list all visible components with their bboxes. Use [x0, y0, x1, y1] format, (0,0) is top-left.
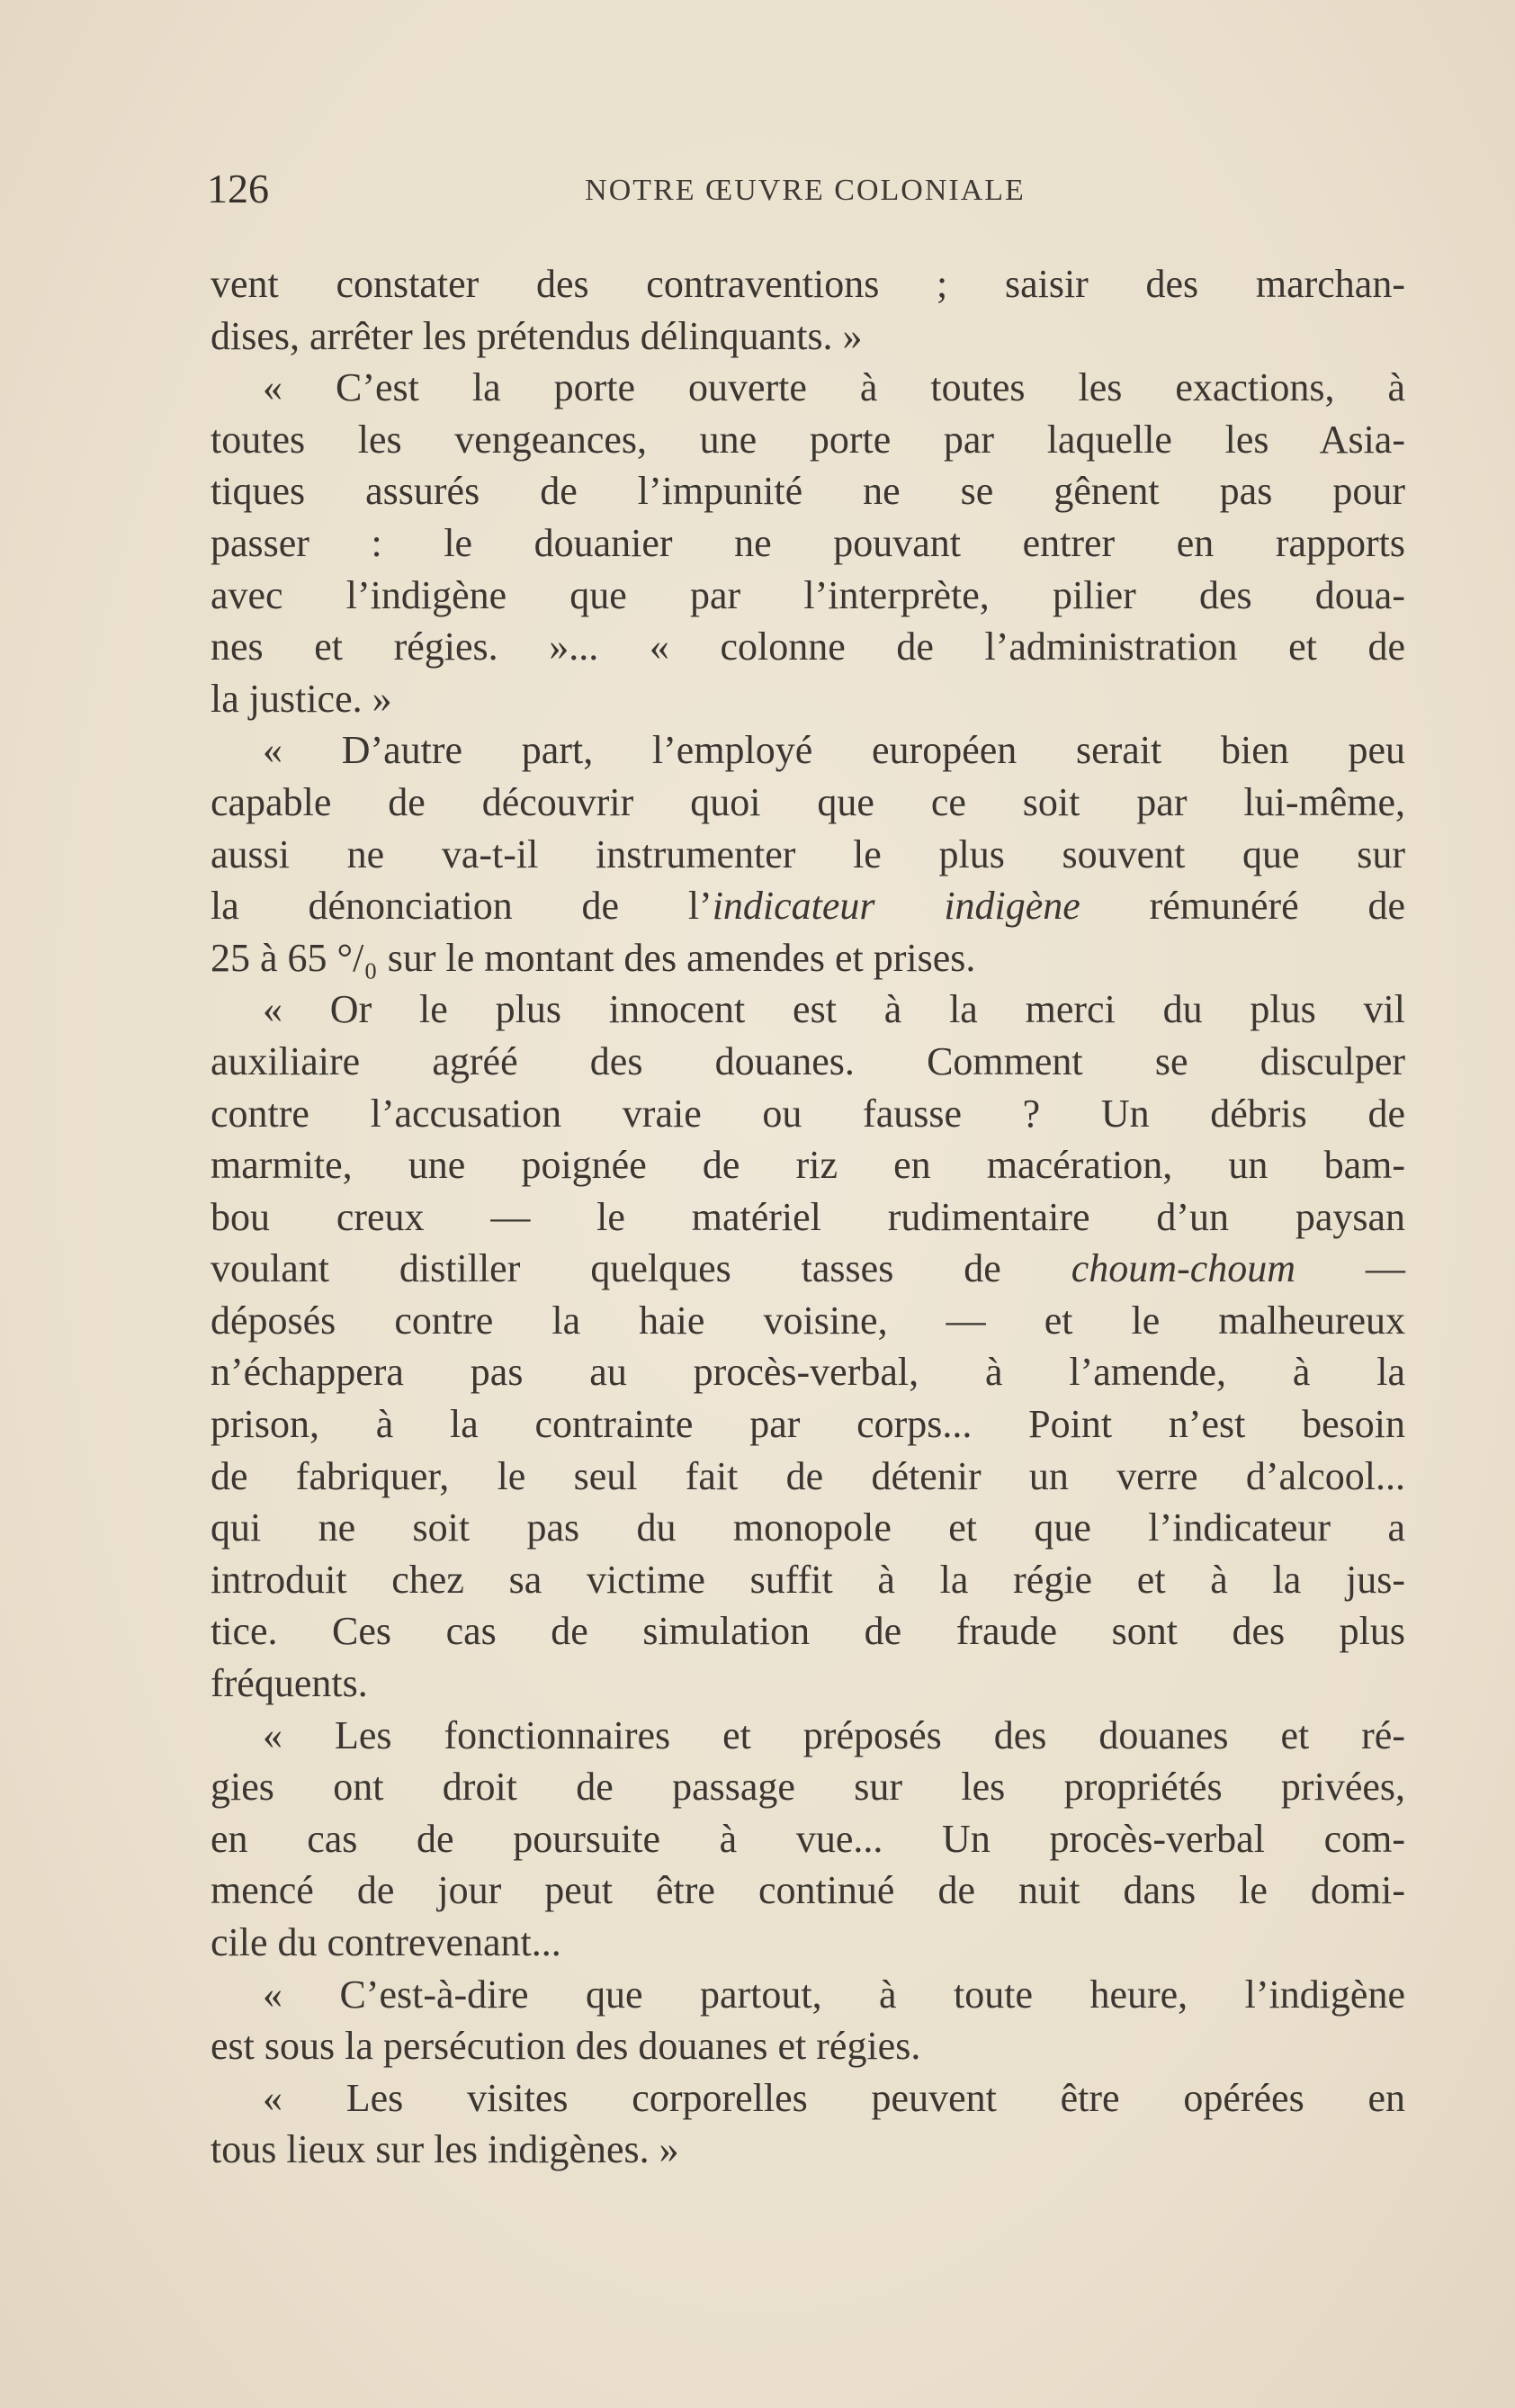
text-line-content — [211, 517, 1405, 570]
text-line — [211, 1139, 1405, 1191]
text-line-content — [211, 1554, 1405, 1606]
text-line — [211, 362, 1405, 414]
text-line — [211, 1605, 1405, 1658]
text-segment: n’échappera pas au procès-verbal, à l’amende, à la — [211, 1350, 1405, 1395]
text-line — [211, 829, 1405, 881]
text-line-content — [211, 1658, 1405, 1710]
text-line — [211, 1295, 1405, 1347]
text-line-content — [211, 621, 1405, 673]
text-line — [211, 1864, 1405, 1917]
text-line-content — [211, 673, 1405, 725]
text-line — [211, 2124, 1405, 2176]
text-line — [211, 984, 1405, 1036]
text-line-content — [211, 880, 1405, 932]
text-segment: introduit chez sa victime suffit à la régie et à la jus- — [211, 1557, 1405, 1602]
running-title: NOTRE ŒUVRE COLONIALE — [585, 174, 1026, 207]
text-line — [211, 1917, 1405, 1969]
text-segment: auxiliaire agréé des douanes. Comment se disculper — [211, 1038, 1405, 1083]
text-line — [211, 621, 1405, 673]
text-segment: cile du contrevenant... — [211, 1920, 561, 1964]
text-line — [211, 1658, 1405, 1710]
text-line — [211, 932, 1405, 984]
text-line — [211, 777, 1405, 829]
text-line-content — [211, 932, 1405, 984]
text-line-content — [211, 570, 1405, 622]
text-line — [211, 310, 1405, 363]
text-line-content — [211, 1451, 1405, 1503]
text-segment: capable de découvrir quoi que ce soit par lui-même, — [211, 779, 1405, 824]
text-segment: bou creux — le matériel rudimentaire d’un paysan — [211, 1194, 1405, 1239]
text-line — [211, 1398, 1405, 1451]
text-segment: tiques assurés de l’impunité ne se gênent pas pour — [211, 469, 1405, 514]
text-segment: « Les visites corporelles peuvent être opérées en — [263, 2075, 1405, 2120]
text-segment: est sous la persécution des douanes et régies. — [211, 2024, 921, 2069]
text-line-content — [211, 414, 1405, 466]
text-line — [211, 2020, 1405, 2072]
text-segment: vent constater des contraventions ; saisir des marchan- — [211, 262, 1405, 306]
body-text — [211, 258, 1405, 2176]
text-line — [211, 1554, 1405, 1606]
text-line-content — [263, 1710, 1405, 1762]
text-line — [211, 1969, 1405, 2021]
text-segment: mencé de jour peut être continué de nuit dans le domi- — [211, 1868, 1405, 1913]
text-line-content — [263, 724, 1405, 777]
page-number: 126 — [207, 166, 269, 211]
text-line-content — [211, 1917, 1405, 1969]
text-segment: toutes les vengeances, une porte par laquelle les Asia- — [211, 417, 1405, 462]
text-line-content — [211, 829, 1405, 881]
text-line-content — [263, 362, 1405, 414]
text-segment: dises, arrêter les prétendus délinquants. » — [211, 313, 863, 358]
text-line-content — [211, 1139, 1405, 1191]
text-line — [211, 1813, 1405, 1865]
text-segment: gies ont droit de passage sur les propriétés privées, — [211, 1765, 1405, 1810]
text-segment: de fabriquer, le seul fait de détenir un verre d’alcool... — [211, 1453, 1405, 1498]
text-line — [211, 880, 1405, 932]
text-segment: prison, à la contrainte par corps... Point n’est besoin — [211, 1402, 1405, 1447]
text-segment: voulant distiller quelques tasses de — [211, 1246, 1071, 1291]
text-line — [211, 1191, 1405, 1244]
text-line — [211, 1710, 1405, 1762]
text-line-content — [211, 465, 1405, 517]
italic-phrase: indicateur indigène — [712, 884, 1080, 929]
text-line-content — [211, 1346, 1405, 1398]
text-segment: « C’est-à-dire que partout, à toute heure, l’indigène — [263, 1972, 1405, 2017]
text-line-content — [211, 258, 1405, 310]
text-line — [211, 1036, 1405, 1088]
text-segment: marmite, une poignée de riz en macération, un bam- — [211, 1143, 1405, 1188]
text-line-content — [211, 2124, 1405, 2176]
text-segment: en cas de poursuite à vue... Un procès-verbal com- — [211, 1816, 1405, 1861]
text-line — [211, 570, 1405, 622]
text-line-content — [211, 2020, 1405, 2072]
text-segment: qui ne soit pas du monopole et que l’indicateur a — [211, 1505, 1405, 1550]
text-segment: la dénonciation de l’ — [211, 884, 713, 929]
text-line — [211, 1346, 1405, 1398]
text-line-content — [263, 2072, 1405, 2125]
text-segment: « C’est la porte ouverte à toutes les exactions, à — [263, 365, 1405, 410]
text-line — [211, 517, 1405, 570]
text-segment: aussi ne va-t-il instrumenter le plus souvent que sur — [211, 831, 1405, 876]
text-line — [211, 673, 1405, 725]
text-line — [211, 1088, 1405, 1140]
text-segment: « Les fonctionnaires et préposés des douanes et ré- — [263, 1712, 1405, 1757]
text-line-content — [211, 1398, 1405, 1451]
text-line-content — [211, 1036, 1405, 1088]
text-segment: 25 à 65 °/₀ sur le montant des amendes et prises. — [211, 935, 976, 980]
text-segment: avec l’indigène que par l’interprète, pilier des doua- — [211, 572, 1405, 617]
text-line-content — [211, 1502, 1405, 1554]
text-line-content — [211, 310, 1405, 363]
text-line — [211, 465, 1405, 517]
text-line — [211, 2072, 1405, 2125]
text-segment: fréquents. — [211, 1661, 368, 1706]
text-line — [211, 724, 1405, 777]
text-line — [211, 1243, 1405, 1295]
text-segment: passer : le douanier ne pouvant entrer en rapports — [211, 520, 1405, 565]
text-line-content — [263, 984, 1405, 1036]
text-line — [211, 1761, 1405, 1813]
text-line-content — [211, 1295, 1405, 1347]
text-segment: — — [1295, 1246, 1406, 1291]
text-line-content — [263, 1969, 1405, 2021]
text-line-content — [211, 1088, 1405, 1140]
text-line — [211, 1451, 1405, 1503]
text-segment: rémunéré de — [1080, 884, 1405, 929]
text-line — [211, 258, 1405, 310]
text-line-content — [211, 1761, 1405, 1813]
italic-phrase: choum-choum — [1071, 1246, 1296, 1291]
text-line-content — [211, 1191, 1405, 1244]
text-segment: la justice. » — [211, 676, 392, 721]
text-segment: nes et régies. »... « colonne de l’administration et de — [211, 624, 1405, 669]
text-line-content — [211, 777, 1405, 829]
text-line — [211, 414, 1405, 466]
text-segment: déposés contre la haie voisine, — et le malheureux — [211, 1298, 1405, 1343]
text-line-content — [211, 1864, 1405, 1917]
text-segment: tice. Ces cas de simulation de fraude sont des plus — [211, 1609, 1405, 1654]
text-line — [211, 1502, 1405, 1554]
text-line-content — [211, 1605, 1405, 1658]
text-segment: « Or le plus innocent est à la merci du plus vil — [263, 987, 1405, 1032]
text-line-content — [211, 1813, 1405, 1865]
text-segment: « D’autre part, l’employé européen serait bien peu — [263, 728, 1405, 773]
text-segment: tous lieux sur les indigènes. » — [211, 2127, 679, 2172]
text-segment: contre l’accusation vraie ou fausse ? Un débris de — [211, 1091, 1405, 1136]
text-line-content — [211, 1243, 1405, 1295]
